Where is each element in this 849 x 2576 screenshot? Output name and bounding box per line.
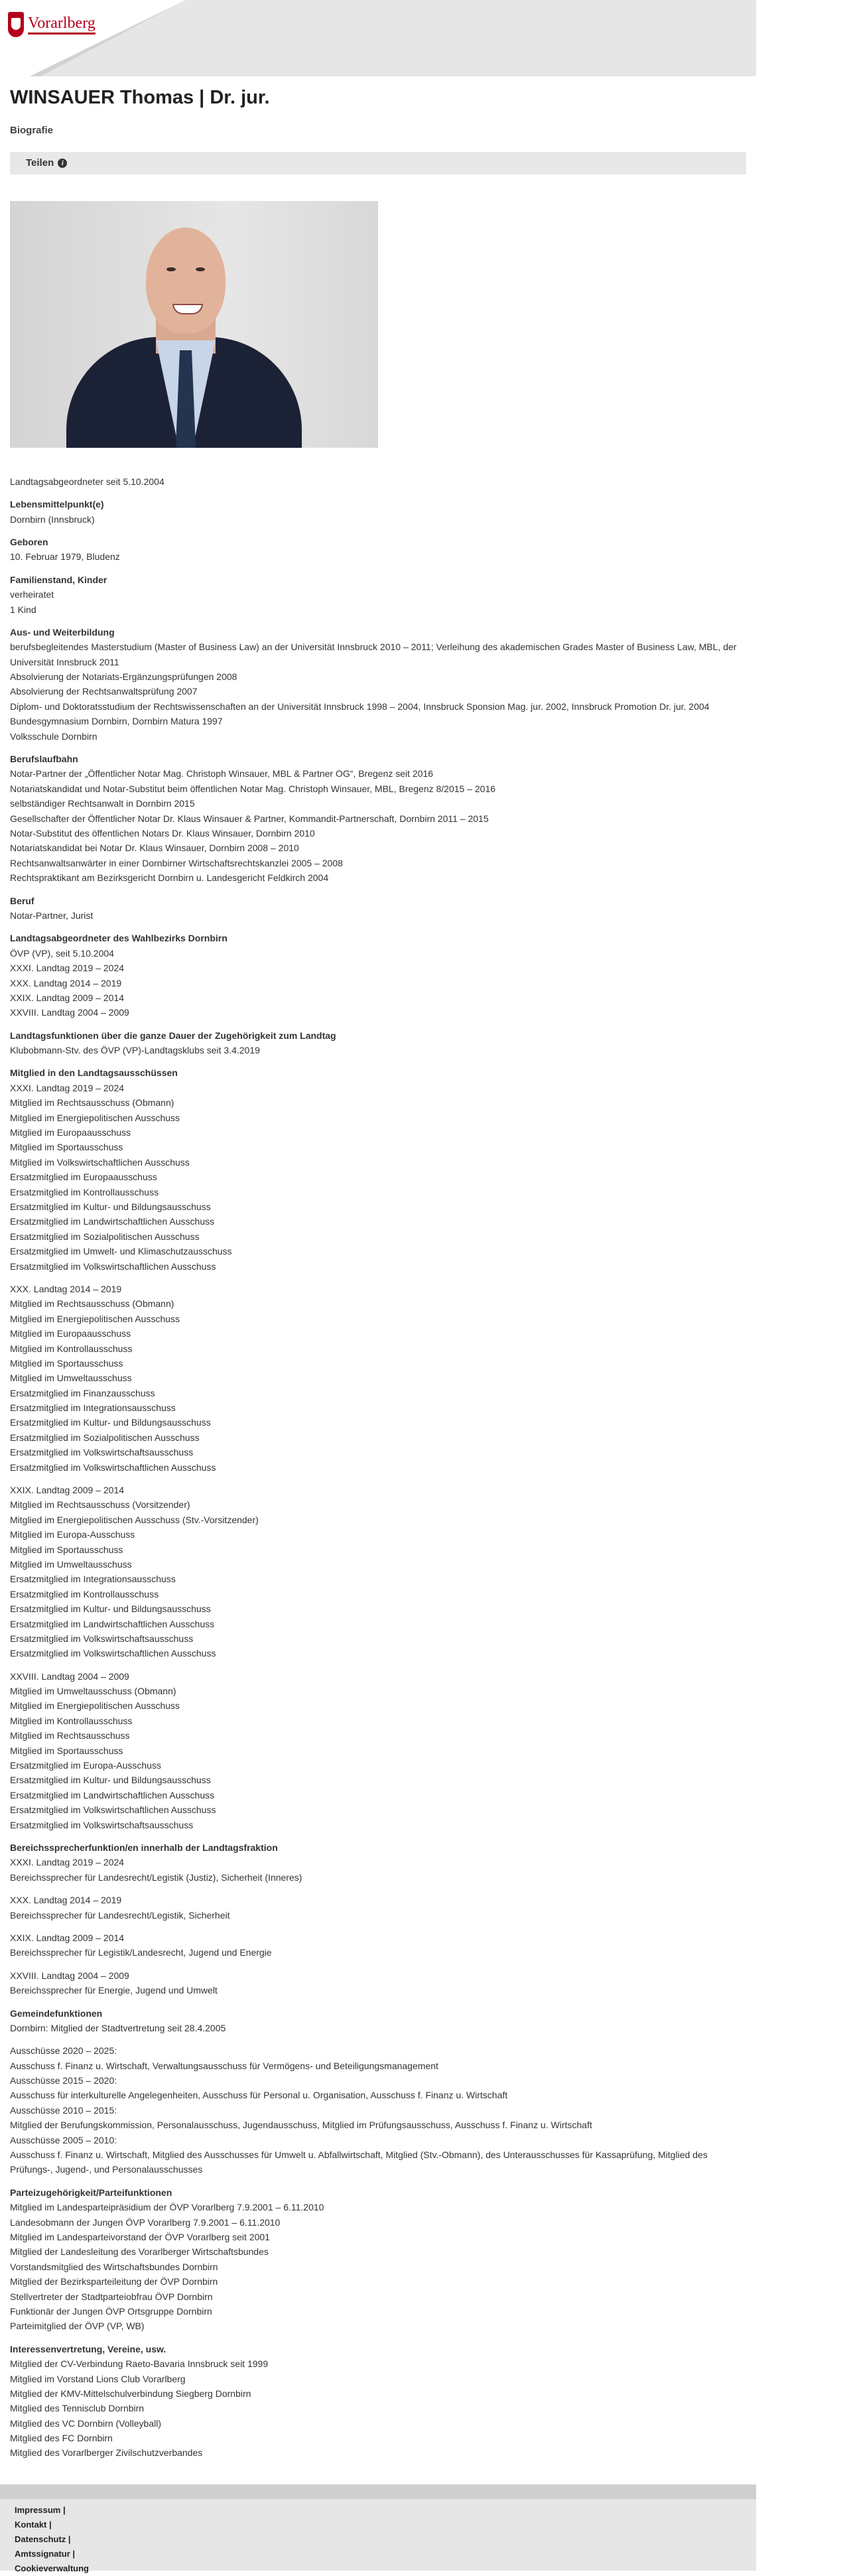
section-line: Ersatzmitglied im Kontrollausschuss	[10, 1588, 159, 1599]
section-line: Mitglied im Umweltausschuss	[10, 1373, 132, 1384]
section-line: Mitglied des Vorarlberger Zivilschutzverbandes	[10, 2447, 203, 2459]
section-heading: Geboren	[10, 536, 48, 547]
section-line: Ersatzmitglied im Kultur- und Bildungsausschuss	[10, 1775, 211, 1786]
section-heading: Gemeindefunktionen	[10, 2007, 103, 2019]
bio-section	[10, 2006, 746, 2177]
section-line: XXIX. Landtag 2009 – 2014	[10, 1485, 125, 1496]
section-line: Dornbirn: Mitglied der Stadtvertretung seit 28.4.2005	[10, 2022, 226, 2033]
section-line: Mitglied der KMV-Mittelschulverbindung Siegberg Dornbirn	[10, 2388, 251, 2399]
section-heading: Landtagsfunktionen über die ganze Dauer der Zugehörigkeit zum Landtag	[10, 1030, 336, 1041]
section-line: Mitglied im Vorstand Lions Club Vorarlberg	[10, 2373, 186, 2384]
section-line: XXVIII. Landtag 2004 – 2009	[10, 1670, 129, 1682]
section-heading: Interessenvertretung, Vereine, usw.	[10, 2343, 166, 2354]
section-line: XXVIII. Landtag 2004 – 2009	[10, 1970, 129, 1981]
section-line: XXX. Landtag 2014 – 2019	[10, 1895, 122, 1906]
section-line: berufsbegleitendes Masterstudium (Master of Business Law) an der Universität Innsbruck 2010 – 2011; Verleihung des akademischen Grades Master of Business Law, MBL, der Universität Innsbruck 2011	[10, 642, 737, 667]
section-heading: Landtagsabgeordneter des Wahlbezirks Dornbirn	[10, 933, 228, 944]
section-line: Ausschüsse 2010 – 2015:	[10, 2104, 117, 2116]
section-line: Ersatzmitglied im Kontrollausschuss	[10, 1186, 159, 1197]
section-line: Mitglied im Volkswirtschaftlichen Ausschuss	[10, 1156, 190, 1168]
footer-link[interactable]: Cookieverwaltung	[15, 2563, 89, 2573]
section-line: Bereichssprecher für Landesrecht/Legistik (Justiz), Sicherheit (Inneres)	[10, 1871, 302, 1883]
bio-section	[10, 894, 746, 923]
section-line: Ersatzmitglied im Kultur- und Bildungsausschuss	[10, 1603, 211, 1615]
section-line: Bereichssprecher für Landesrecht/Legistik, Sicherheit	[10, 1909, 230, 1921]
share-bar[interactable]	[10, 152, 746, 174]
bio-section	[10, 2185, 746, 2334]
footer-link-item	[15, 2561, 756, 2576]
section-line: Ersatzmitglied im Volkswirtschaftlichen Ausschuss	[10, 1260, 216, 1272]
bio-section	[10, 2342, 746, 2461]
footer-link-item: Datenschutz |	[15, 2534, 71, 2544]
section-line: Mitglied im Kontrollausschuss	[10, 1343, 133, 1354]
section-line: Ersatzmitglied im Kultur- und Bildungsausschuss	[10, 1201, 211, 1212]
footer-link-item: Kontakt |	[15, 2520, 52, 2530]
section-line: Notariatskandidat und Notar-Substitut beim öffentlichen Notar Mag. Christoph Winsauer, MBL, Bregenz 8/2015 – 2016	[10, 783, 496, 794]
section-line: Mitglied im Sportausschuss	[10, 1745, 123, 1756]
section-line: Ersatzmitglied im Finanzausschuss	[10, 1387, 155, 1398]
footer-links	[0, 2499, 756, 2576]
main-content	[10, 86, 746, 2502]
section-line: Mitglied im Sportausschuss	[10, 1357, 123, 1369]
section-line: Rechtsanwaltsanwärter in einer Dornbirner Wirtschaftsrechtskanzlei 2005 – 2008	[10, 857, 343, 868]
section-line: XXIX. Landtag 2009 – 2014	[10, 1932, 125, 1943]
section-line: Mitglied im Landesparteipräsidium der ÖVP Vorarlberg 7.9.2001 – 6.11.2010	[10, 2202, 324, 2213]
section-line: Mitglied im Energiepolitischen Ausschuss	[10, 1112, 180, 1123]
section-line: Bundesgymnasium Dornbirn, Dornbirn Matura 1997	[10, 716, 223, 727]
section-line: 1 Kind	[10, 604, 36, 615]
footer-link-item: Amtssignatur |	[15, 2549, 76, 2559]
section-line: Ausschuss f. Finanz u. Wirtschaft, Verwaltungsausschuss für Vermögens- und Beteiligungsmanagement	[10, 2060, 438, 2071]
section-heading: Parteizugehörigkeit/Parteifunktionen	[10, 2187, 172, 2198]
section-heading: Aus- und Weiterbildung	[10, 626, 115, 638]
bio-section	[10, 1028, 746, 1058]
section-line: Ersatzmitglied im Integrationsausschuss	[10, 1574, 176, 1585]
bio-section	[10, 1065, 746, 1832]
section-heading: Berufslaufbahn	[10, 754, 78, 765]
section-line: Mitglied des VC Dornbirn (Volleyball)	[10, 2417, 161, 2429]
section-line: Ausschüsse 2015 – 2020:	[10, 2075, 117, 2086]
bio-sections	[10, 497, 746, 2461]
section-line: XXXI. Landtag 2019 – 2024	[10, 1082, 125, 1093]
section-line: Absolvierung der Rechtsanwaltsprüfung 2007	[10, 686, 198, 697]
section-line: Ersatzmitglied im Volkswirtschaftlichen Ausschuss	[10, 1648, 216, 1659]
site-footer	[0, 2484, 756, 2571]
section-line: Funktionär der Jungen ÖVP Ortsgruppe Dornbirn	[10, 2305, 212, 2317]
section-line: Volksschule Dornbirn	[10, 730, 98, 742]
section-line: Notar-Partner der „Öffentlicher Notar Mag. Christoph Winsauer, MBL & Partner OG“, Bregenz seit 2016	[10, 768, 434, 780]
footer-link[interactable]: Amtssignatur	[15, 2549, 70, 2559]
section-line: Stellvertreter der Stadtparteiobfrau ÖVP Dornbirn	[10, 2291, 213, 2302]
section-line: XXIX. Landtag 2009 – 2014	[10, 992, 125, 1003]
section-line: Mitglied der Berufungskommission, Personalausschuss, Jugendausschuss, Mitglied im Prüfungsausschuss, Ausschuss f. Finanz u. Wirtschaft	[10, 2120, 592, 2131]
bio-section	[10, 535, 746, 565]
section-line: XXX. Landtag 2014 – 2019	[10, 977, 122, 988]
section-line: Ersatzmitglied im Volkswirtschaftlichen Ausschuss	[10, 1461, 216, 1473]
footer-link-item: Impressum |	[15, 2505, 66, 2515]
section-line: Ersatzmitglied im Volkswirtschaftsausschuss	[10, 1447, 194, 1458]
section-line: Rechtspraktikant am Bezirksgericht Dornbirn u. Landesgericht Feldkirch 2004	[10, 872, 329, 884]
section-line: selbständiger Rechtsanwalt in Dornbirn 2015	[10, 798, 195, 809]
section-line: Klubobmann-Stv. des ÖVP (VP)-Landtagsklubs seit 3.4.2019	[10, 1045, 260, 1056]
bio-section	[10, 931, 746, 1020]
section-line: Mitglied der CV-Verbindung Raeto-Bavaria Innsbruck seit 1999	[10, 2358, 269, 2370]
section-heading: Familienstand, Kinder	[10, 574, 107, 585]
bio-section	[10, 625, 746, 744]
section-line: Ersatzmitglied im Sozialpolitischen Ausschuss	[10, 1432, 200, 1443]
section-line: Mitglied der Landesleitung des Vorarlberger Wirtschaftsbundes	[10, 2246, 269, 2258]
section-heading: Beruf	[10, 895, 34, 906]
section-line: Mitglied im Energiepolitischen Ausschuss	[10, 1700, 180, 1712]
section-line: Dornbirn (Innsbruck)	[10, 513, 95, 525]
section-line: Mitglied im Rechtsausschuss (Vorsitzender)	[10, 1499, 190, 1511]
section-line: Ersatzmitglied im Landwirtschaftlichen Ausschuss	[10, 1216, 215, 1227]
section-line: Mitglied im Rechtsausschuss (Obmann)	[10, 1298, 174, 1310]
section-line: Bereichssprecher für Energie, Jugend und Umwelt	[10, 1985, 218, 1996]
section-line: Ersatzmitglied im Umwelt- und Klimaschutzausschuss	[10, 1246, 232, 1257]
section-line: Parteimitglied der ÖVP (VP, WB)	[10, 2321, 145, 2332]
footer-link[interactable]: Kontakt	[15, 2520, 47, 2530]
section-line: ÖVP (VP), seit 5.10.2004	[10, 947, 114, 959]
vorarlberg-logo[interactable]	[8, 12, 96, 37]
section-line: Mitglied im Landesparteivorstand der ÖVP Vorarlberg seit 2001	[10, 2231, 270, 2242]
section-line: Gesellschafter der Öffentlicher Notar Dr. Klaus Winsauer & Partner, Kommandit-Partnerschaft, Dornbirn 2011 – 2015	[10, 813, 489, 824]
section-line: Notar-Substitut des öffentlichen Notars Dr. Klaus Winsauer, Dornbirn 2010	[10, 828, 315, 839]
section-line: Ersatzmitglied im Kultur- und Bildungsausschuss	[10, 1417, 211, 1428]
section-line: Mitglied im Umweltausschuss (Obmann)	[10, 1686, 176, 1697]
section-line: Notar-Partner, Jurist	[10, 910, 94, 921]
section-line: Mitglied des Tennisclub Dornbirn	[10, 2403, 145, 2414]
section-line: Diplom- und Doktoratsstudium der Rechtswissenschaften an der Universität Innsbruck 1998 – 2004, Innsbruck Sponsion Mag. jur. 2002, Innsbruck Promotion Dr. jur. 2004	[10, 701, 710, 712]
section-line: Ausschuss f. Finanz u. Wirtschaft, Mitglied des Ausschusses für Umwelt u. Abfallwirtschaft, Mitglied (Stv.-Obmann), des Unterausschusses für Kassaprüfung, Mitglied des Prüfungs-, Jugend-, und Personalausschusses	[10, 2149, 708, 2175]
biography	[10, 474, 746, 2461]
info-icon[interactable]: i	[58, 159, 67, 168]
section-line: Mitglied im Energiepolitischen Ausschuss	[10, 1313, 180, 1324]
section-line: Mitglied im Europaausschuss	[10, 1127, 131, 1138]
share-label[interactable]: Teilen	[26, 157, 54, 169]
section-line: Vorstandsmitglied des Wirtschaftsbundes Dornbirn	[10, 2261, 218, 2272]
section-line: Mitglied der Bezirksparteileitung der ÖVP Dornbirn	[10, 2276, 218, 2287]
bio-section	[10, 1840, 746, 1998]
site-header	[0, 0, 756, 76]
section-line: 10. Februar 1979, Bludenz	[10, 551, 120, 563]
section-line: Ausschuss für interkulturelle Angelegenheiten, Ausschuss für Personal u. Organisation, Ausschuss f. Finanz u. Wirtschaft	[10, 2090, 508, 2101]
footer-strip	[0, 2484, 756, 2499]
portrait-photo	[10, 201, 378, 448]
bio-section	[10, 752, 746, 886]
section-line: Mitglied im Rechtsausschuss	[10, 1730, 130, 1741]
logo-text: Vorarlberg	[28, 15, 96, 34]
section-line: Ausschüsse 2005 – 2010:	[10, 2134, 117, 2145]
section-line: Mitglied im Sportausschuss	[10, 1142, 123, 1153]
section-line: Mitglied im Europaausschuss	[10, 1328, 131, 1339]
coat-of-arms-icon	[8, 12, 24, 37]
section-heading: Bereichssprecherfunktion/en innerhalb der Landtagsfraktion	[10, 1842, 278, 1853]
page-title: WINSAUER Thomas | Dr. jur.	[10, 87, 270, 108]
section-line: Ersatzmitglied im Sozialpolitischen Ausschuss	[10, 1231, 200, 1242]
section-line: Ersatzmitglied im Volkswirtschaftsausschuss	[10, 1819, 194, 1830]
section-line: Mitglied im Rechtsausschuss (Obmann)	[10, 1097, 174, 1109]
section-line: Mitglied im Sportausschuss	[10, 1544, 123, 1555]
intro-text: Landtagsabgeordneter seit 5.10.2004	[10, 476, 164, 487]
section-line: XXXI. Landtag 2019 – 2024	[10, 963, 125, 974]
section-line: Mitglied im Kontrollausschuss	[10, 1715, 133, 1726]
section-line: Ersatzmitglied im Volkswirtschaftlichen Ausschuss	[10, 1804, 216, 1816]
section-line: Ersatzmitglied im Landwirtschaftlichen Ausschuss	[10, 1789, 215, 1800]
bio-section	[10, 497, 746, 527]
section-line: XXXI. Landtag 2019 – 2024	[10, 1857, 125, 1868]
section-line: Absolvierung der Notariats-Ergänzungsprüfungen 2008	[10, 671, 237, 683]
section-line: XXVIII. Landtag 2004 – 2009	[10, 1007, 129, 1018]
section-line: Landesobmann der Jungen ÖVP Vorarlberg 7.9.2001 – 6.11.2010	[10, 2216, 281, 2228]
section-line: Ersatzmitglied im Volkswirtschaftsausschuss	[10, 1633, 194, 1644]
footer-link[interactable]: Impressum	[15, 2505, 61, 2515]
section-line: Bereichssprecher für Legistik/Landesrecht, Jugend und Energie	[10, 1947, 272, 1958]
footer-link[interactable]: Datenschutz	[15, 2534, 66, 2544]
section-line: XXX. Landtag 2014 – 2019	[10, 1283, 122, 1294]
section-line: Mitglied im Umweltausschuss	[10, 1558, 132, 1570]
section-heading: Mitglied in den Landtagsausschüssen	[10, 1067, 178, 1079]
section-line: Ausschüsse 2020 – 2025:	[10, 2045, 117, 2057]
section-heading: Lebensmittelpunkt(e)	[10, 499, 104, 510]
section-line: verheiratet	[10, 589, 54, 600]
section-line: Ersatzmitglied im Europa-Ausschuss	[10, 1760, 161, 1771]
section-line: Notariatskandidat bei Notar Dr. Klaus Winsauer, Dornbirn 2008 – 2010	[10, 843, 299, 854]
bio-section	[10, 573, 746, 617]
section-line: Ersatzmitglied im Integrationsausschuss	[10, 1402, 176, 1414]
section-line: Mitglied im Energiepolitischen Ausschuss (Stv.-Vorsitzender)	[10, 1514, 259, 1525]
section-line: Mitglied im Europa-Ausschuss	[10, 1529, 135, 1540]
section-line: Ersatzmitglied im Europaausschuss	[10, 1172, 157, 1183]
section-line: Mitglied des FC Dornbirn	[10, 2433, 113, 2444]
page-subtitle: Biografie	[10, 124, 54, 136]
section-line: Ersatzmitglied im Landwirtschaftlichen Ausschuss	[10, 1618, 215, 1629]
